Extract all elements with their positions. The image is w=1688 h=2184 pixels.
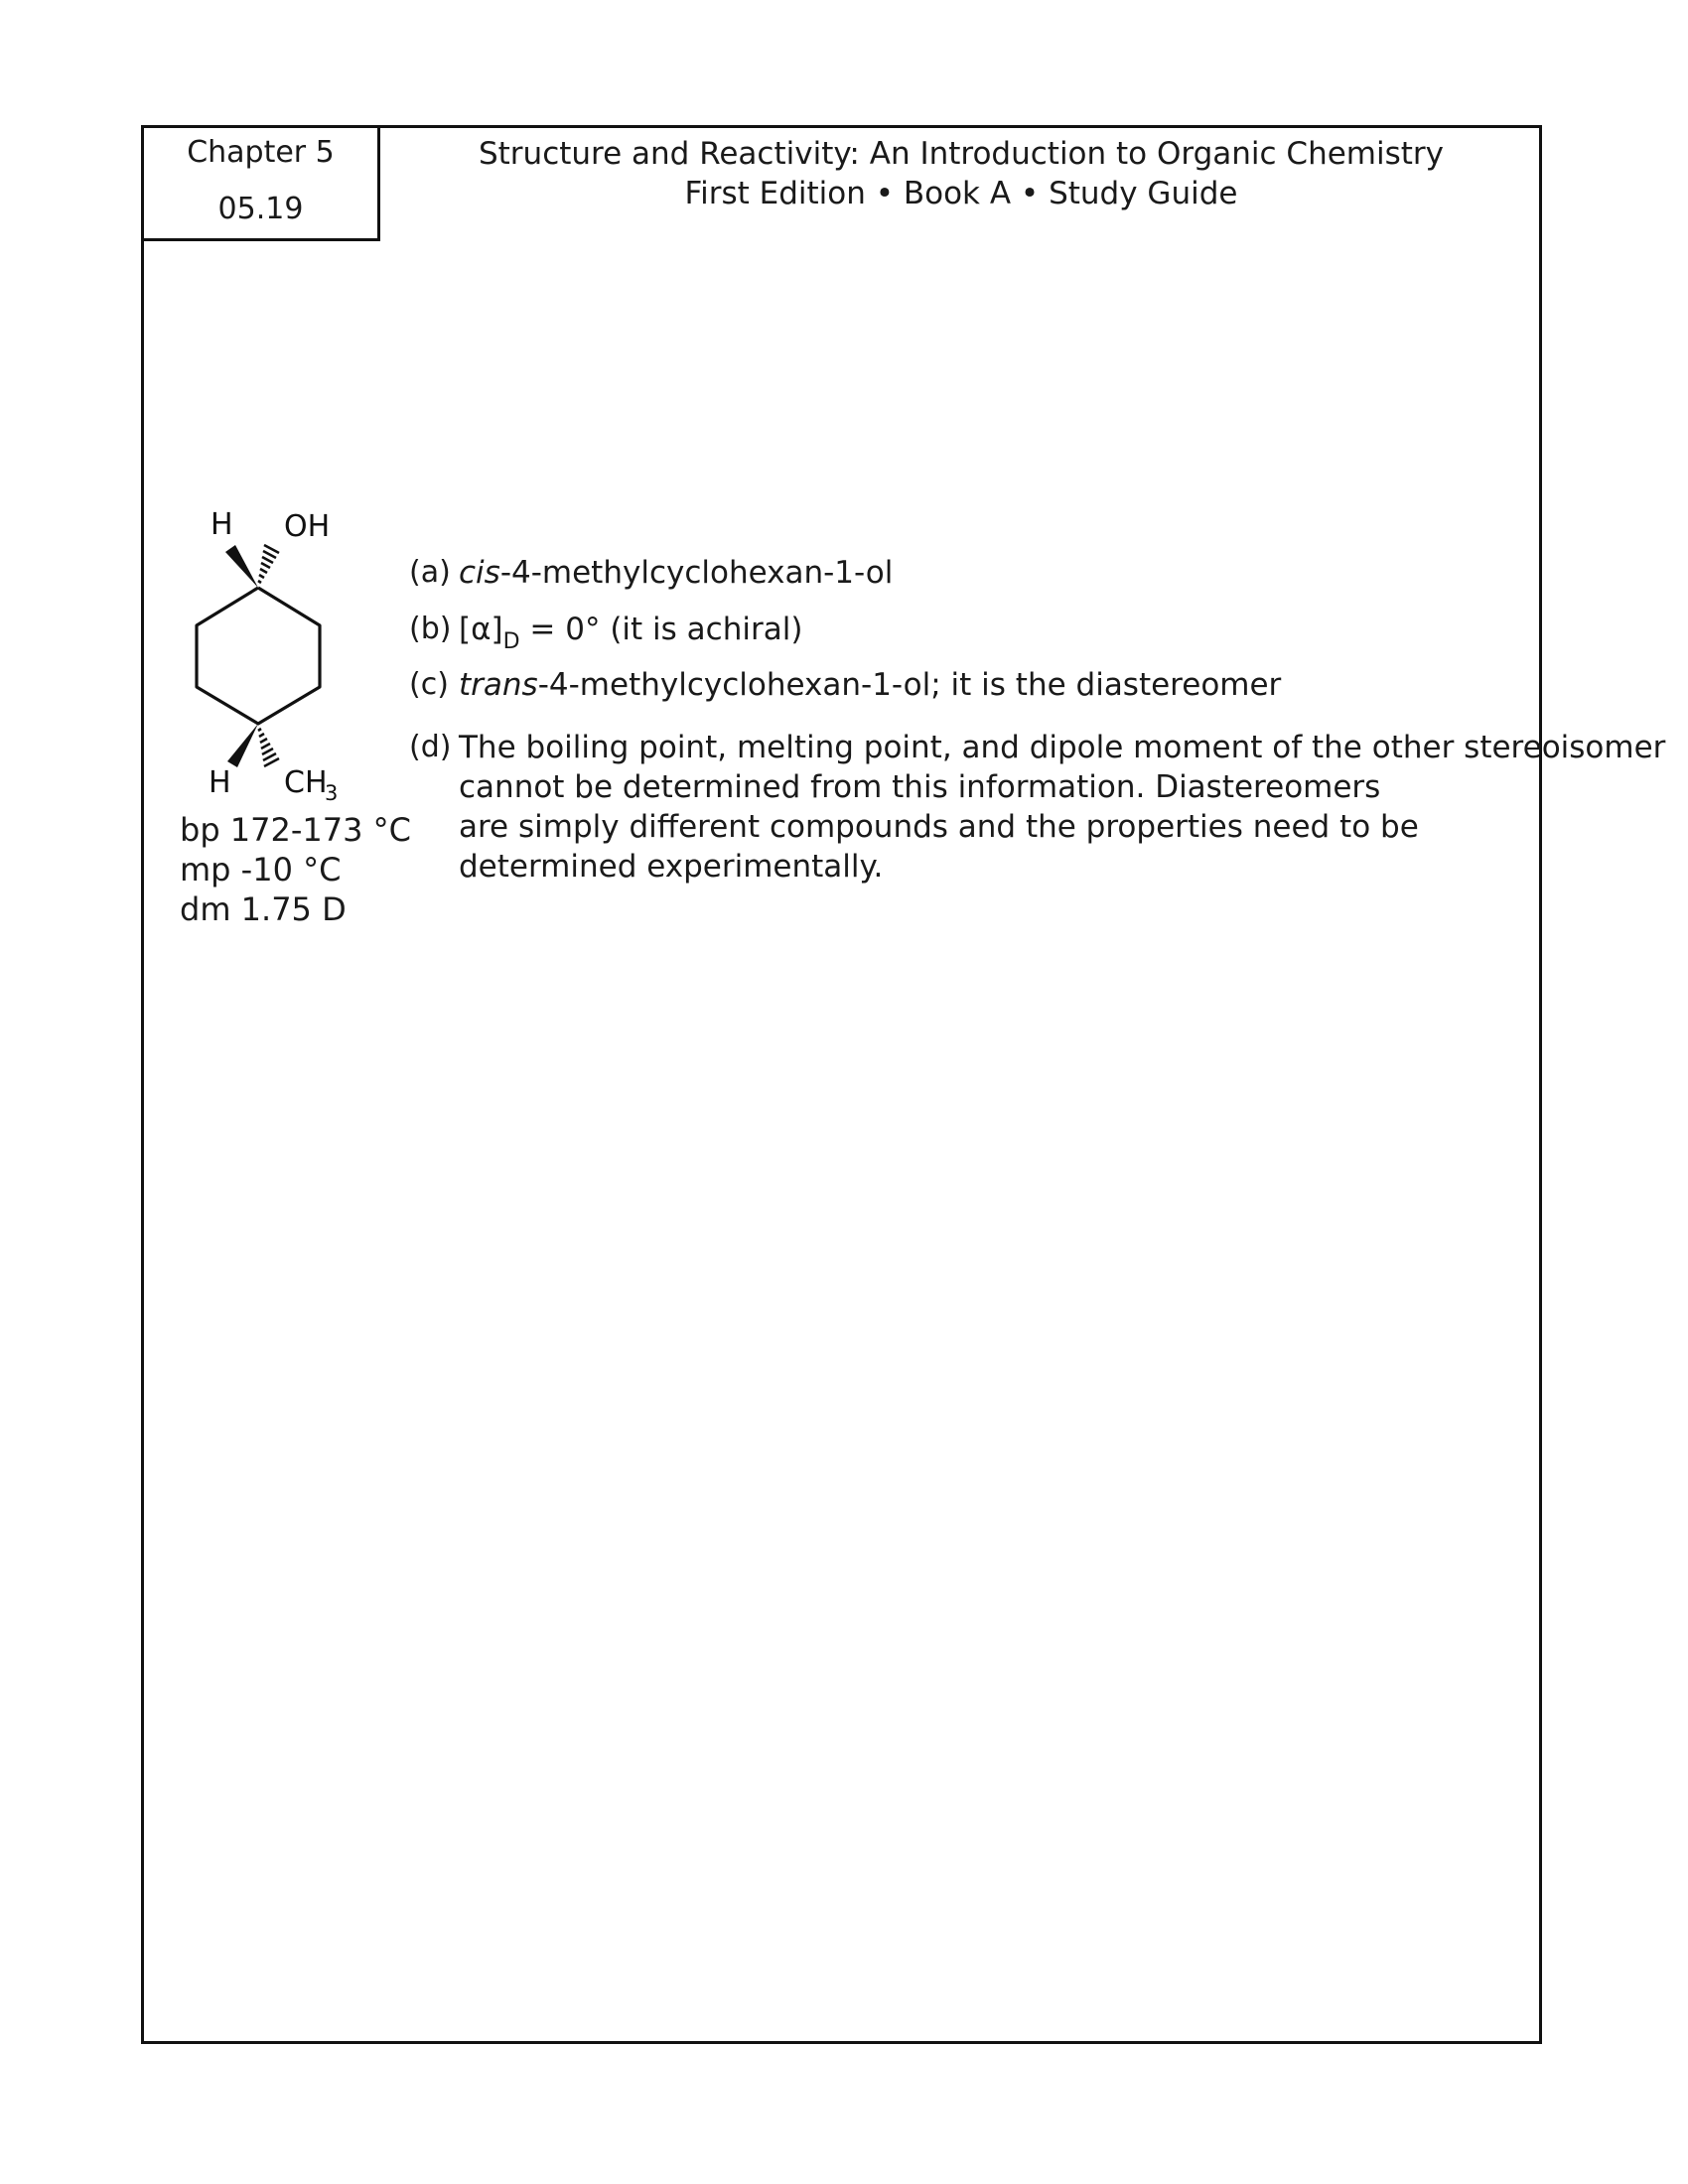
wedge-bond-bottom-h [227,724,258,767]
section-number: 05.19 [217,192,304,226]
top-oh-label: OH [284,509,331,544]
wedge-bond-top-h [225,545,258,588]
answer-c-italic: trans [459,667,538,703]
hash-bond-top-oh [258,545,279,583]
dipole-moment: dm 1.75 D [180,890,347,928]
answer-d-line-3: are simply different compounds and the properties need to be [459,809,1419,845]
bottom-ch3-subscript: 3 [325,781,339,805]
answer-d-line-1: The boiling point, melting point, and dipole moment of the other stereoisomer [459,730,1666,765]
answer-c [459,665,1281,705]
answer-b [459,610,802,653]
chapter-box [141,125,380,241]
answer-d-line-2: cannot be determined from this information. Diastereomers [459,769,1381,805]
rotation-symbol: [α] [459,612,503,647]
answer-a-marker: (a) [409,555,451,590]
rotation-subscript: D [502,629,520,654]
top-h-label: H [211,507,233,542]
book-title: Structure and Reactivity: An Introduction to Organic Chemistry [478,136,1445,172]
page-border [141,125,1542,2044]
bottom-h-label: H [209,765,231,800]
cyclohexane-ring [197,588,320,724]
cyclohexanol-structure [179,496,397,814]
answer-a [459,553,893,593]
answer-a-italic: cis [459,555,500,591]
hash-bond-bottom-ch3 [258,729,279,766]
answer-d-marker: (d) [409,730,452,764]
answer-c-text: -4-methylcyclohexan-1-ol; it is the diastereomer [537,667,1282,703]
book-subtitle: First Edition • Book A • Study Guide [684,176,1238,211]
melting-point: mp -10 °C [180,851,342,888]
answer-b-marker: (b) [409,612,452,646]
chapter-label: Chapter 5 [187,135,335,170]
answer-d-line-4: determined experimentally. [459,849,884,885]
answer-c-marker: (c) [409,667,449,702]
answer-b-text: = 0° (it is achiral) [519,612,803,647]
bottom-ch3-label: CH [284,765,328,800]
boiling-point: bp 172-173 °C [180,811,412,849]
answer-a-text: -4-methylcyclohexan-1-ol [499,555,894,591]
